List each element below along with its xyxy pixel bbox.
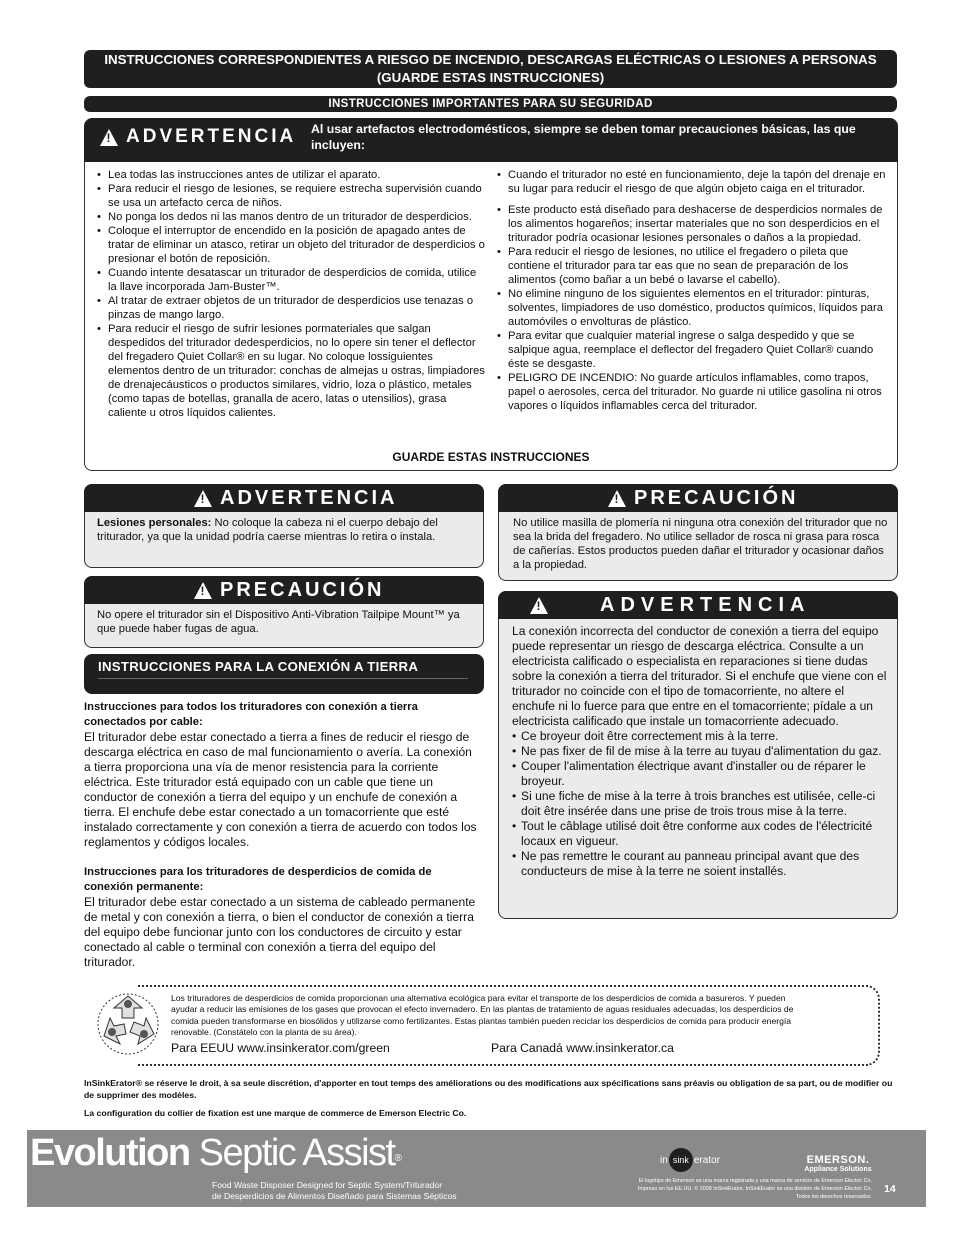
warning-icon xyxy=(100,129,118,146)
rights-note: InSinkErator® se réserve le droit, à sa seule discrétion, d'apporter en tout temps des améliorations ou des modifications aux spécifications sans préavis ou obligation de sa part, ou de modifier ou de supprimer des modèles. xyxy=(84,1078,893,1100)
page-number: 14 xyxy=(884,1183,896,1195)
list-item: • Cuando intente desatascar un triturador de desperdicios de comida, utilice la llave incorporada Jam-Buster™. xyxy=(97,266,487,294)
top-warning-label: ! ADVERTENCIA xyxy=(100,126,296,148)
warning-personal-text xyxy=(97,516,477,544)
logo-sink: sink xyxy=(669,1148,693,1172)
list-item: • Al tratar de extraer objetos de un triturador de desperdicios use tenazas o pinzas de mango largo. xyxy=(97,294,487,322)
list-item: • No elimine ninguno de los siguientes elementos en el triturador: pinturas, solventes, limpiadores de uso doméstico, productos químicos, líquidos para automóviles o envolturas de plástico. xyxy=(497,287,889,329)
brand-light: Septic Assist xyxy=(189,1132,395,1174)
warning-lead: Lesiones personales: xyxy=(97,517,212,529)
list-item: • Ce broyeur doit être correctement mis à la terre. xyxy=(512,729,890,744)
caution-mount-bar: ! PRECAUCIÓN xyxy=(84,576,484,604)
list-item: • PELIGRO DE INCENDIO: No guarde artículos inflamables, como trapos, papel o aerosoles, cerca del triturador. No guarde ni utilice gasolina ni otros vapores o líquidos inflamables cerca del triturador. xyxy=(497,371,889,413)
warning-icon xyxy=(530,597,548,614)
brand-bold: Evolution xyxy=(30,1132,190,1174)
registered-mark: ® xyxy=(394,1153,402,1164)
warning-body: No coloque la cabeza ni el cuerpo debajo del triturador, ya que la unidad podría caerse mientras lo retira o instala. xyxy=(97,517,438,543)
product-brand xyxy=(30,1132,402,1175)
grounding-h2: Instrucciones para los trituradores de desperdicios de comida de conexión permanente: xyxy=(84,866,432,893)
list-item: • Este producto está diseñado para deshacerse de desperdicios normales de los alimentos hogareños; insertar materiales que no son desperdicios en el triturador podría ocasionar lesiones personales o daños a la propiedad. xyxy=(497,203,889,245)
warning-ground-body: La conexión incorrecta del conductor de conexión a tierra del equipo puede representar un riesgo de descarga eléctrica. Consulte a un electricista calificado o especialista en reparaciones si tiene dudas sobre la conexión a tierra del triturador. Si el enchufe que viene con el triturador no coincide con el tipo de tomacorriente, no altere el enchufe ni lo fuerce para que entre en el tomacorriente; pídale a un electricista calificado que instale un tomacorriente adecuado. xyxy=(512,624,887,728)
list-item: • Si une fiche de mise à la terre à trois branches est utilisée, celle-ci doit être insérée dans une prise de trois trous mise à la terre. xyxy=(512,789,890,819)
warning-ground-list xyxy=(512,729,890,879)
warning-ground-text xyxy=(512,624,890,879)
list-item: • Coloque el interruptor de encendido en la posición de apagado antes de tratar de eliminar un atasco, retirar un objeto del triturador de desperdicios o presionar el botón de reposición. xyxy=(97,224,487,266)
warning-ground-bar: ! ADVERTENCIA xyxy=(498,591,898,619)
product-subtitle-line2: de Desperdicios de Alimentos Diseñado para Sistemas Sépticos xyxy=(212,1191,457,1201)
list-item: • Ne pas fixer de fil de mise à la terre au tuyau d'alimentation du gaz. xyxy=(512,744,890,759)
logo-erator: erator xyxy=(693,1154,720,1166)
product-subtitle-line1: Food Waste Disposer Designed for Septic System/Triturador xyxy=(212,1180,443,1190)
dotted-border-bottom xyxy=(138,1064,868,1066)
green-info-text: Los trituradores de desperdicios de comida proporcionan una alternativa ecológica para evitar el transporte de los desperdicios de comida a basureros. Y pueden ayudar a reducir las emisiones de los gases que provocan el efecto invernadero. En las plantas de tratamiento de aguas residuales adecuadas, los desperdicios de comida pueden transformarse en biosólidos y utilizarse como fertilizantes. Estas plantas también pueden reciclar los desperdicios de comida para producir energía renovable. (Constátelo con la planta de su área). xyxy=(171,993,794,1038)
list-item: • Para reducir el riesgo de lesiones, no utilice el fregadero o pileta que contiene el triturador para tar eas que no sean de preparación de los alimentos (como bañar a un bebé o lavarse el cabello). xyxy=(497,245,889,287)
grounding-instructions xyxy=(84,700,480,970)
product-subtitle xyxy=(212,1180,457,1202)
list-item: • Ne pas remettre le courant au panneau principal avant que des conducteurs de mise à la terre ne soient installés. xyxy=(512,849,890,879)
list-item: • Tout le câblage utilisé doit être conforme aux codes de l'électricité locaux en vigueur. xyxy=(512,819,890,849)
legal-line3: Todos los derechos reservados. xyxy=(795,1194,872,1200)
section-subtitle: INSTRUCCIONES IMPORTANTES PARA SU SEGURIDAD xyxy=(84,96,897,112)
caution-plumbing-bar: ! PRECAUCIÓN xyxy=(498,484,898,512)
grounding-h1: Instrucciones para todos los trituradores con conexión a tierra conectados por cable: xyxy=(84,701,418,728)
emerson-sub: Appliance Solutions xyxy=(804,1166,872,1173)
trademark-note: La configuration du collier de fixation est une marque de commerce de Emerson Electric Co. xyxy=(84,1108,467,1118)
emerson-name: EMERSON. xyxy=(806,1154,870,1166)
warning-personal-bar: ! ADVERTENCIA xyxy=(84,484,484,512)
grounding-p1: El triturador debe estar conectado a tierra a fines de reducir el riesgo de descarga eléctrica en caso de mal funcionamiento o avería. La conexión a tierra proporciona una vía de menor resistencia para la corriente eléctrica. Este triturador está equipado con un cable que tiene un conductor de conexión a tierra del equipo y un enchufe de conexión a tierra. El enchufe debe estar conectado a un tomacorriente que esté instalado correctamente y con conexión a tierra de acuerdo con todos los reglamentos y códigos locales. xyxy=(84,730,477,849)
page-title: INSTRUCCIONES CORRESPONDIENTES A RIESGO DE INCENDIO, DESCARGAS ELÉCTRICAS O LESIONES A PERSONAS (GUARDE ESTAS INSTRUCCIONES) xyxy=(84,50,897,88)
warning-icon xyxy=(608,490,626,507)
caution-mount-text: No opere el triturador sin el Dispositivo Anti-Vibration Tailpipe Mount™ ya que puede haber fugas de agua. xyxy=(97,609,460,635)
list-item: • Cuando el triturador no esté en funcionamiento, deje la tapón del drenaje en su lugar para reducir el riesgo de que algún objeto caiga en el triturador. xyxy=(497,168,889,196)
caution-plumbing-text: No utilice masilla de plomería ni ninguna otra conexión del triturador que no sea la brida del fregadero. No utilice sellador de rosca ni grasa para rosca de cañerías. Estos productos pueden dañar el triturador y ocasionar daños a la propiedad. xyxy=(513,517,888,571)
grounding-heading xyxy=(84,654,484,694)
top-warning-right-list xyxy=(497,168,889,413)
recycle-icon xyxy=(88,984,168,1064)
list-item: • Para reducir el riesgo de lesiones, se requiere estrecha supervisión cuando se usa un artefacto cerca de niños. xyxy=(97,182,487,210)
top-warning-intro: Al usar artefactos electrodomésticos, siempre se deben tomar precauciones básicas, las que incluyen: xyxy=(311,122,856,152)
list-item: • Para reducir el riesgo de sufrir lesiones pormateriales que salgan despedidos del triturador dedesperdicios, no lo opere sin tener el deflector del fregadero Quiet Collar® en su lugar. No coloque lossiguientes elementos dentro de un triturador: conchas de almejas u ostras, limpiadores de drenajecáusticos o productos similares, vidrio, loza o plástico, metales (como tapas de botellas, granalla de acero, latas o utensilios), grasa caliente u otros líquidos calientes. xyxy=(97,322,487,420)
list-item: • Lea todas las instrucciones antes de utilizar el aparato. xyxy=(97,168,487,182)
footer-legal xyxy=(610,1177,872,1201)
grounding-p2: El triturador debe estar conectado a un sistema de cableado permanente de metal y con conexión a tierra, o bien el conductor de conexión a tierra del equipo debe funcionar junto con los conductores de circuito y estar conectado al cable o terminal con conexión a tierra del equipo del triturador. xyxy=(84,895,476,969)
insinkerator-logo xyxy=(655,1145,725,1175)
list-item: • Couper l'alimentation électrique avant d'installer ou de réparer le broyeur. xyxy=(512,759,890,789)
legal-line1: El logotipo de Emerson es una marca registrada y una marca de servicio de Emerson Electric Co. xyxy=(638,1178,872,1184)
warning-icon xyxy=(194,582,212,599)
emerson-logo xyxy=(798,1136,878,1173)
top-warning-left-list xyxy=(97,168,487,420)
legal-line2: Impreso en los EE.UU. © 2008 InSinkErator, InSinkErator es una división de Emerson Electric Co. xyxy=(637,1186,872,1192)
list-item: • No ponga los dedos ni las manos dentro de un triturador de desperdicios. xyxy=(97,210,487,224)
warning-icon xyxy=(194,490,212,507)
list-item: • Para evitar que cualquier material ingrese o salga despedido y que se salpique agua, reemplace el deflector del fregadero Quiet Collar® cuando éste se desgaste. xyxy=(497,329,889,371)
grounding-title: INSTRUCCIONES PARA LA CONEXIÓN A TIERRA xyxy=(98,659,468,679)
save-instructions-note: GUARDE ESTAS INSTRUCCIONES xyxy=(392,450,590,464)
green-link-canada[interactable]: Para Canadá www.insinkerator.ca xyxy=(491,1041,674,1055)
dotted-border-top xyxy=(138,985,868,987)
green-link-us[interactable]: Para EEUU www.insinkerator.com/green xyxy=(171,1041,390,1055)
logo-in: in xyxy=(660,1154,668,1166)
dotted-border-right xyxy=(866,985,880,1066)
